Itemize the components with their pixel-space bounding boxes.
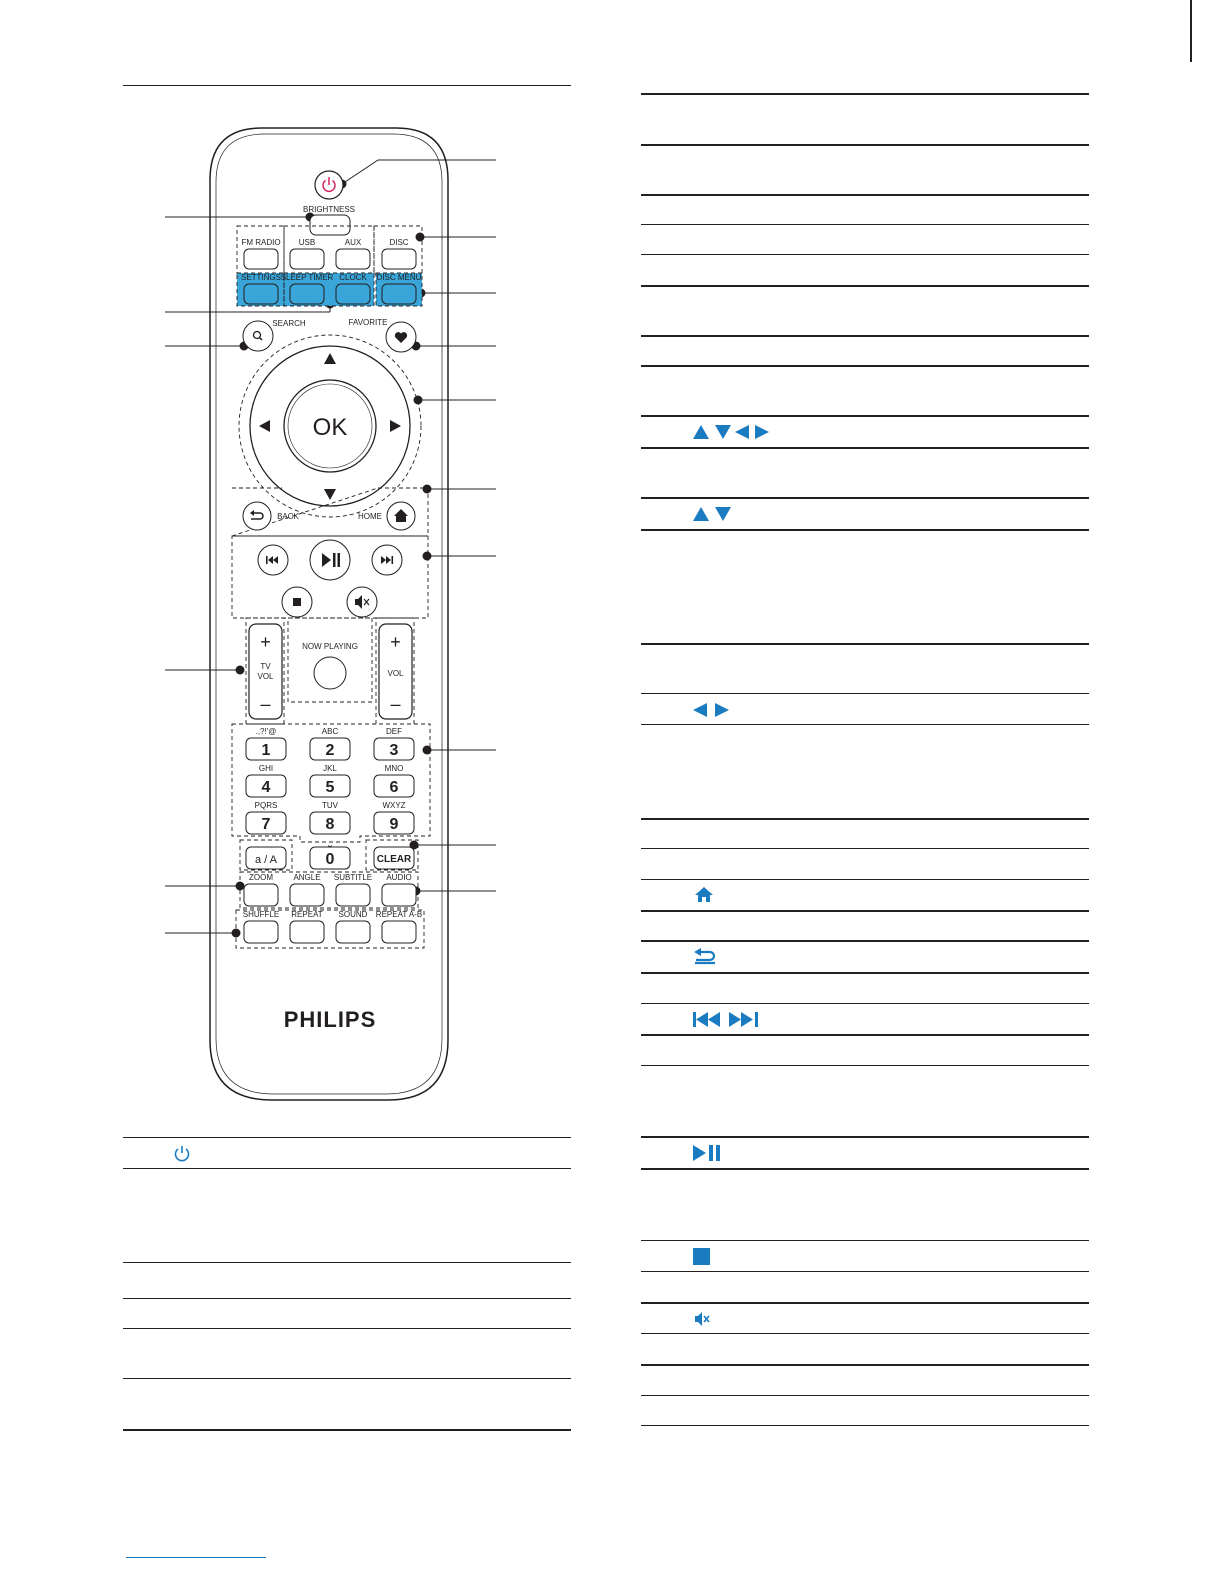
vol-minus: – <box>390 694 401 714</box>
key-0-digit: 0 <box>325 851 335 868</box>
audio-label: AUDIO <box>386 873 412 882</box>
back-label: BACK <box>277 512 299 521</box>
shuffle-label: SHUFFLE <box>242 910 280 919</box>
search-label: SEARCH <box>272 319 306 328</box>
aux-label: AUX <box>344 238 362 247</box>
key-4-digit: 4 <box>261 779 271 796</box>
key-8-digit: 8 <box>325 816 335 833</box>
usb-label: USB <box>298 238 316 247</box>
key-1-digit: 1 <box>261 742 271 759</box>
disc-label: DISC <box>389 238 409 247</box>
brightness-button <box>310 215 350 235</box>
key-2-digit: 2 <box>325 742 335 759</box>
angle-label: ANGLE <box>293 873 321 882</box>
clock-label: CLOCK <box>339 273 367 282</box>
key-6-letters: MNO <box>384 764 404 773</box>
key-5-letters: JKL <box>323 764 337 773</box>
sound-button <box>336 921 370 943</box>
aux-button <box>336 249 370 269</box>
key-5-digit: 5 <box>325 779 335 796</box>
key-1-letters: .,?!'@ <box>255 727 277 736</box>
favorite-label: FAVORITE <box>348 318 388 327</box>
now-playing-button <box>314 657 346 689</box>
footer-link-underline <box>126 1557 266 1558</box>
angle-button <box>290 884 324 906</box>
key-7-digit: 7 <box>261 816 271 833</box>
repeat-ab-button <box>382 921 416 943</box>
disc-menu-label: DISC MENU <box>376 273 422 282</box>
key-9-digit: 9 <box>389 816 399 833</box>
key-6-digit: 6 <box>389 779 399 796</box>
zoom-button <box>244 884 278 906</box>
zoom-label: ZOOM <box>249 873 273 882</box>
now-playing-label: NOW PLAYING <box>302 642 358 651</box>
space-label: ⎵ <box>328 838 332 847</box>
vol-label: VOL <box>387 669 404 678</box>
fm-radio-label: FM RADIO <box>241 238 281 247</box>
tv-vol-plus: + <box>260 632 271 652</box>
subtitle-label: SUBTITLE <box>333 873 373 882</box>
key-3-digit: 3 <box>389 742 399 759</box>
shuffle-button <box>244 921 278 943</box>
repeat-label: REPEAT <box>291 910 323 919</box>
brand-logo: PHILIPS <box>283 1007 377 1032</box>
audio-button <box>382 884 416 906</box>
ok-label: OK <box>312 414 348 441</box>
key-7-letters: PQRS <box>254 801 278 810</box>
key-4-letters: GHI <box>258 764 274 773</box>
disc-button <box>382 249 416 269</box>
repeat-ab-label: REPEAT A-B <box>375 910 423 919</box>
subtitle-button <box>336 884 370 906</box>
disc-menu-button <box>382 284 416 304</box>
sleep-timer-label: SLEEP TIMER <box>280 273 334 282</box>
clear-label: CLEAR <box>376 854 412 865</box>
repeat-button <box>290 921 324 943</box>
sleep-timer-button <box>290 284 324 304</box>
vol-plus: + <box>390 632 401 652</box>
brightness-label: BRIGHTNESS <box>302 205 356 214</box>
back-button <box>243 502 271 530</box>
settings-button <box>244 284 278 304</box>
key-2-letters: ABC <box>321 727 339 736</box>
usb-button <box>290 249 324 269</box>
tv-vol-label: VOL <box>257 672 274 681</box>
clock-button <box>336 284 370 304</box>
case-toggle-label: a / A <box>254 854 278 866</box>
key-3-letters: DEF <box>386 727 402 736</box>
tv-vol-minus: – <box>260 694 271 714</box>
settings-label: SETTINGS <box>240 273 282 282</box>
tv-label: TV <box>260 662 271 671</box>
sound-label: SOUND <box>338 910 368 919</box>
key-9-letters: WXYZ <box>382 801 406 810</box>
home-label: HOME <box>358 512 382 521</box>
key-8-letters: TUV <box>322 801 338 810</box>
search-button <box>243 321 273 351</box>
fm-radio-button <box>244 249 278 269</box>
